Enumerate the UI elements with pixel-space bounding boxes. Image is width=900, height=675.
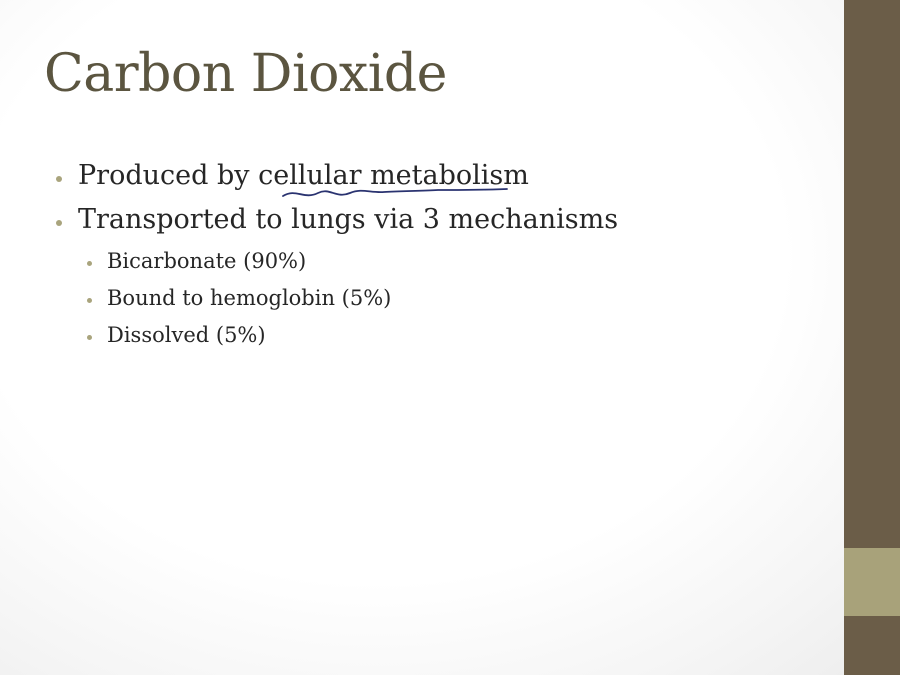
bullet-dot-icon [56, 220, 62, 226]
sub-bullet-item [107, 286, 391, 310]
slide-title: Carbon Dioxide [44, 44, 447, 104]
bullet-text: Produced by cellular metabolism [78, 160, 529, 191]
bullet-dot-icon [87, 335, 92, 340]
bullet-dot-icon [87, 261, 92, 266]
bullet-text: Bound to hemoglobin (5%) [107, 286, 392, 310]
bullet-text: Transported to lungs via 3 mechanisms [78, 204, 619, 235]
sub-bullet-item [107, 249, 306, 273]
bullet-item [78, 160, 529, 191]
bullet-dot-icon [56, 176, 62, 182]
sub-bullet-item [107, 323, 266, 347]
decorative-side-accent [844, 548, 900, 616]
bullet-dot-icon [87, 298, 92, 303]
bullet-item [78, 204, 618, 235]
bullet-text: Dissolved (5%) [107, 323, 266, 347]
bullet-text: Bicarbonate (90%) [107, 249, 307, 273]
